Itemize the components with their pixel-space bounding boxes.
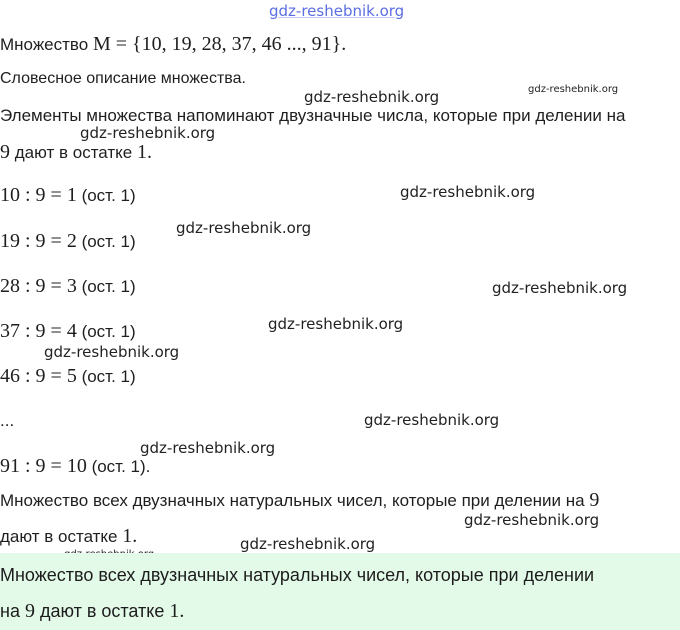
divisor-number: 9 [0, 141, 10, 163]
watermark: gdz-reshebnik.org [44, 343, 180, 361]
watermark: gdz-reshebnik.org [464, 511, 600, 529]
watermark: gdz-reshebnik.org [240, 535, 376, 553]
ellipsis: ... [0, 411, 15, 430]
explanation-line-2 [0, 141, 152, 164]
watermark: gdz-reshebnik.org [268, 315, 404, 333]
division-note: (ост. 1) [76, 232, 136, 251]
division-note: (ост. 1) [86, 457, 146, 476]
division-tail: . [145, 457, 151, 476]
watermark-top: gdz-reshebnik.org [269, 2, 405, 20]
conclusion-text: дают в остатке [0, 527, 123, 546]
remainder-number: 1. [122, 525, 138, 547]
watermark: gdz-reshebnik.org [140, 439, 276, 457]
answer-line-1: Множество всех двузначных натуральных чисел, которые при делении [0, 565, 595, 585]
watermark: gdz-reshebnik.org [492, 279, 628, 297]
explanation-line-1: Элементы множества напоминают двузначные числа, которые при делении на [0, 106, 626, 125]
division-row-5 [0, 365, 136, 388]
conclusion-line-1 [0, 489, 599, 512]
watermark: gdz-reshebnik.org [80, 124, 216, 142]
watermark: gdz-reshebnik.org [176, 219, 312, 237]
watermark: gdz-reshebnik.org [528, 84, 619, 95]
conclusion-line-2 [0, 525, 137, 548]
division-note: (ост. 1) [76, 322, 136, 341]
division-row-3 [0, 275, 136, 298]
explanation-text: дают в остатке [10, 143, 137, 162]
answer-text: дают в остатке [34, 601, 170, 621]
watermark: gdz-reshebnik.org [364, 411, 500, 429]
answer-line-2 [0, 600, 184, 622]
division-row-4 [0, 320, 136, 343]
verbal-heading: Словесное описание множества. [0, 70, 246, 87]
division-row-1 [0, 184, 136, 207]
divisor-number: 9 [24, 600, 35, 622]
set-definition-prefix: Множество [0, 35, 93, 54]
divisor-number: 9 [589, 489, 600, 511]
division-expr: 19 : 9 = 2 [0, 230, 77, 252]
division-expr: 46 : 9 = 5 [0, 365, 77, 387]
watermark: gdz-reshebnik.org [400, 183, 536, 201]
division-note: (ост. 1) [76, 277, 136, 296]
set-formula: M = {10, 19, 28, 37, 46 ..., 91}. [92, 33, 347, 55]
division-expr: 10 : 9 = 1 [0, 184, 77, 206]
division-expr: 37 : 9 = 4 [0, 320, 77, 342]
division-row-last [0, 455, 150, 478]
conclusion-text: Множество всех двузначных натуральных чисел, которые при делении на [0, 491, 590, 510]
remainder-number: 1. [136, 141, 152, 163]
watermark: gdz-reshebnik.org [304, 88, 440, 106]
division-expr: 28 : 9 = 3 [0, 275, 77, 297]
remainder-number: 1. [169, 600, 185, 622]
division-note: (ост. 1) [76, 367, 136, 386]
division-note: (ост. 1) [76, 186, 136, 205]
answer-text: на [0, 601, 25, 621]
division-row-2 [0, 230, 136, 253]
set-definition [0, 33, 346, 56]
answer-box [0, 553, 680, 630]
division-expr: 91 : 9 = 10 [0, 455, 87, 477]
